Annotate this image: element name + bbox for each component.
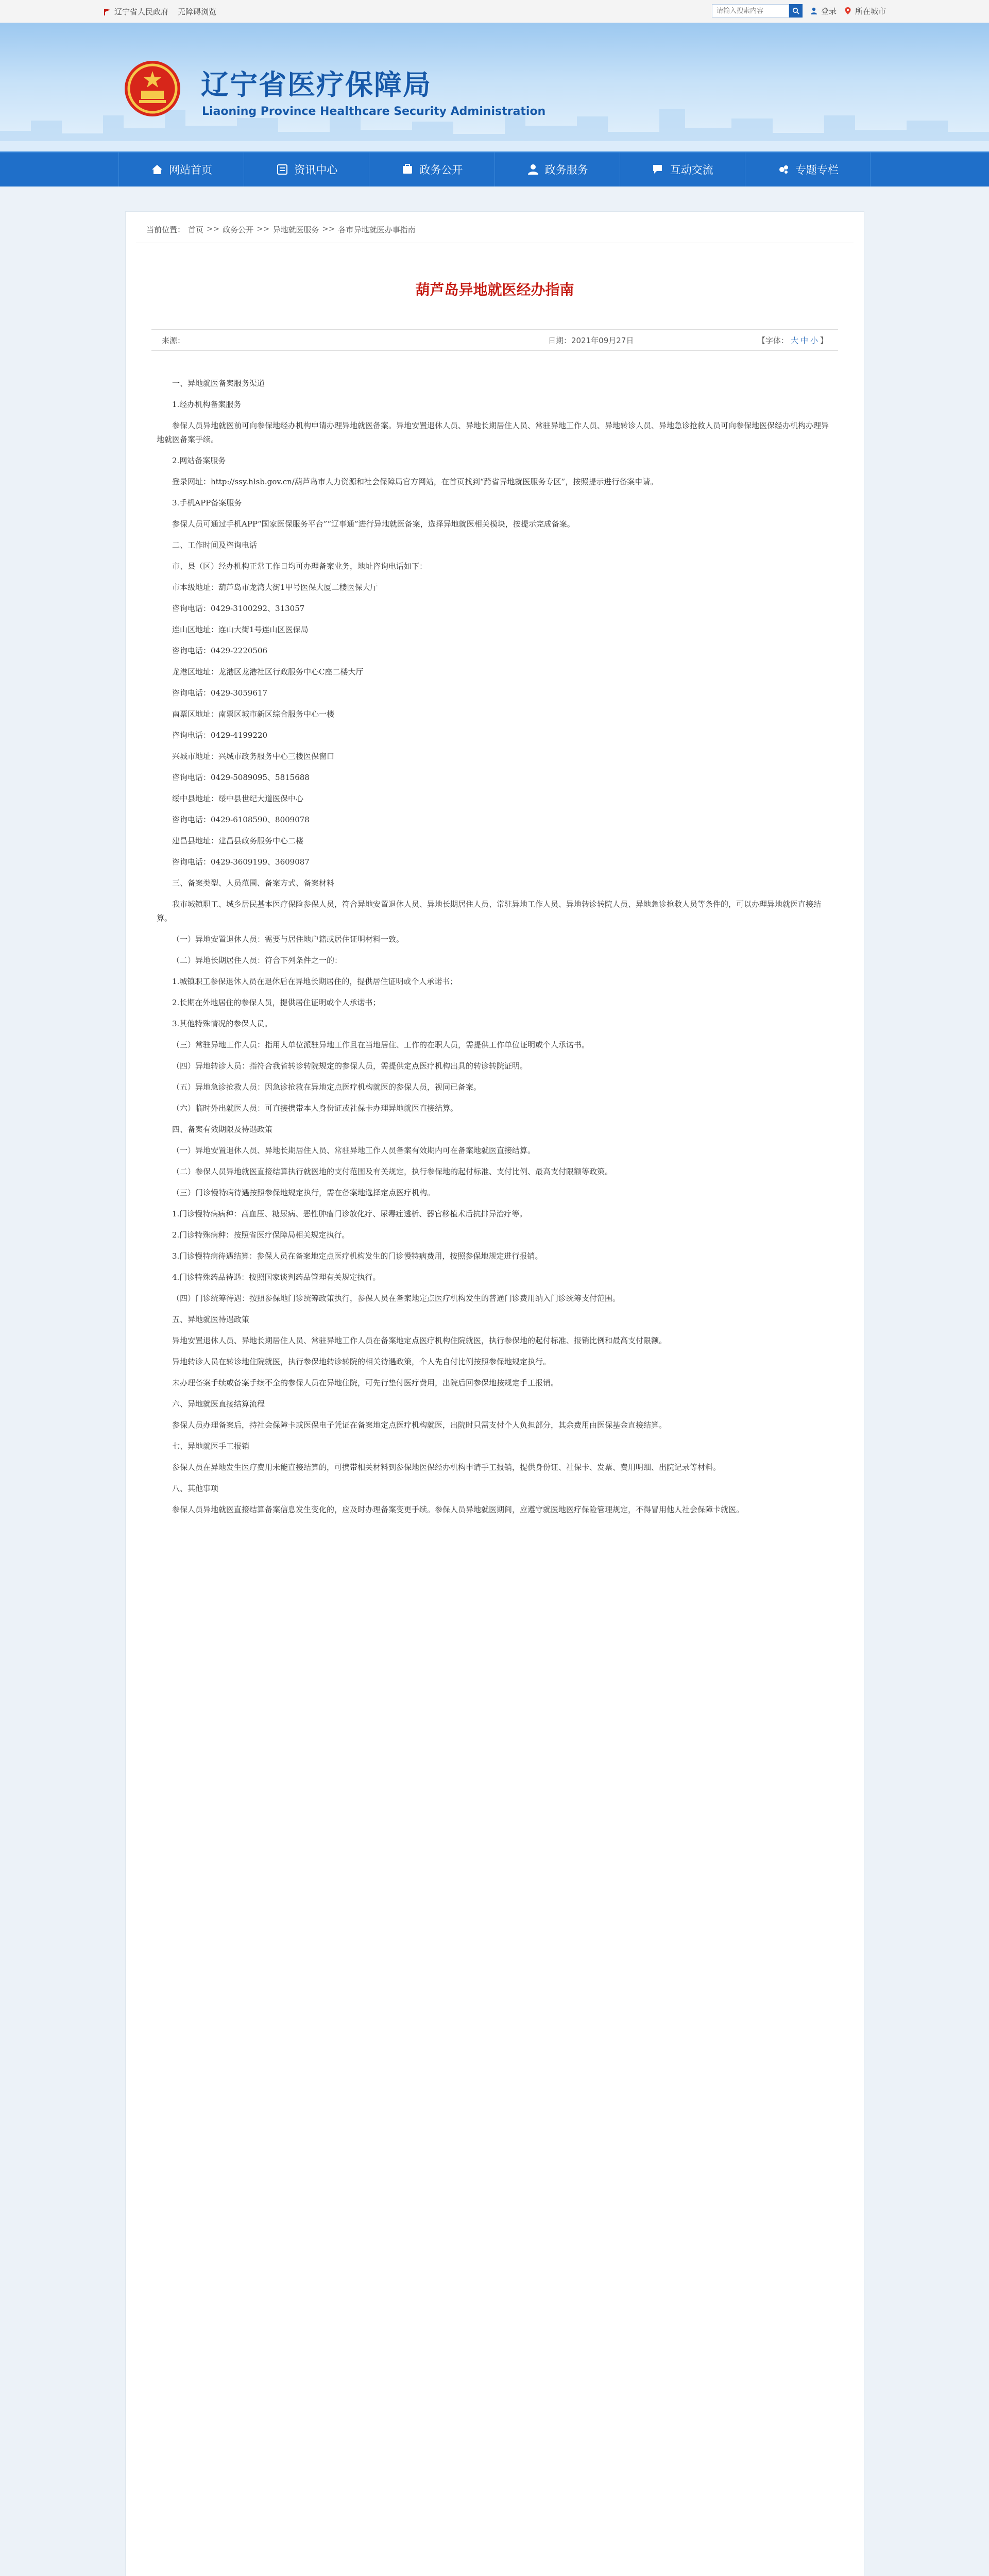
region-link[interactable]: 所在城市	[844, 6, 886, 16]
article-paragraph: 2.长期在外地居住的参保人员，提供居住证明或个人承诺书；	[172, 998, 381, 1007]
article-source: 来源：	[162, 336, 185, 345]
article-date: 日期：2021年09月27日	[548, 336, 634, 345]
font-size-switcher: 【字体： 大 中 小 】	[757, 336, 828, 345]
site-header	[0, 23, 989, 151]
article-paragraph: 1.城镇职工参保退休人员在退休后在异地长期居住的，提供居住证明或个人承诺书；	[172, 977, 458, 986]
article-paragraph: 我市城镇职工、城乡居民基本医疗保险参保人员，符合异地安置退休人员、异地长期居住人员、常驻异地工作人员、异地转诊转院人员、异地急诊抢救人员等条件的，可以办理异地就医直接结算。	[157, 900, 822, 923]
article-paragraph: 四、备案有效期限及待遇政策	[172, 1125, 273, 1134]
nav-item-openness[interactable]: 政务公开	[369, 152, 494, 187]
font-size-small[interactable]: 小	[810, 336, 818, 345]
article-paragraph: 五、异地就医待遇政策	[172, 1315, 250, 1324]
breadcrumb: 当前位置： 首页 >> 政务公开 >> 异地就医服务 >> 各市异地就医办事指南	[146, 224, 416, 234]
article-paragraph: 咨询电话：0429-3609199、3609087	[172, 857, 310, 867]
article-paragraph: （二）异地长期居住人员：符合下列条件之一的：	[172, 956, 343, 965]
service-icon	[526, 163, 540, 176]
article-meta	[151, 329, 838, 351]
article-paragraph: 参保人员异地就医直接结算备案信息发生变化的，应及时办理备案变更手续。参保人员异地就医期间，应遵守就医地医疗保险管理规定，不得冒用他人社会保障卡就医。	[172, 1505, 744, 1514]
flag-icon	[103, 8, 111, 16]
article-paragraph: （五）异地急诊抢救人员：因急诊抢救在异地定点医疗机构就医的参保人员，视同已备案。	[172, 1082, 482, 1092]
site-title-english: Liaoning Province Healthcare Security Administration	[202, 105, 546, 118]
article-paragraph: 龙港区地址：龙港区龙港社区行政服务中心C座二楼大厅	[172, 667, 364, 676]
nav-item-service[interactable]: 政务服务	[495, 152, 620, 187]
article-paragraph: 咨询电话：0429-6108590、8009078	[172, 815, 310, 824]
article-paragraph: 参保人员办理备案后，持社会保障卡或医保电子凭证在备案地定点医疗机构就医，出院时只需支付个人负担部分，其余费用由医保基金直接结算。	[172, 1420, 667, 1430]
user-icon	[810, 7, 818, 15]
article-paragraph: 异地转诊人员在转诊地住院就医，执行参保地转诊转院的相关待遇政策，个人先自付比例按照参保地规定执行。	[172, 1357, 551, 1366]
article-paragraph: （二）参保人员异地就医直接结算执行就医地的支付范围及有关规定，执行参保地的起付标准、支付比例、最高支付限额等政策。	[172, 1167, 613, 1176]
main-navigation	[0, 151, 989, 187]
location-pin-icon	[844, 7, 852, 15]
article-paragraph: 连山区地址：连山大街1号连山区医保局	[172, 625, 309, 634]
article-paragraph: 1.门诊慢特病病种：高血压、糖尿病、恶性肿瘤门诊放化疗、尿毒症透析、器官移植术后抗排异治疗等。	[172, 1209, 527, 1218]
article-paragraph: （四）异地转诊人员：指符合我省转诊转院规定的参保人员，需提供定点医疗机构出具的转诊转院证明。	[172, 1061, 528, 1071]
site-title: 辽宁省医疗保障局	[201, 68, 432, 101]
breadcrumb-item-remote-medical[interactable]: 异地就医服务	[272, 225, 319, 234]
breadcrumb-item-guide[interactable]: 各市异地就医办事指南	[338, 225, 416, 234]
article-paragraph: 4.门诊特殊药品待遇：按照国家谈判药品管理有关规定执行。	[172, 1273, 381, 1282]
article-paragraph: 八、其他事项	[172, 1484, 219, 1493]
login-link[interactable]: 登录	[810, 6, 837, 16]
nav-item-topic[interactable]: 专题专栏	[745, 152, 871, 187]
topic-icon	[777, 163, 790, 176]
top-utility-bar	[0, 0, 989, 23]
article-paragraph: 2.门诊特殊病种：按照省医疗保障局相关规定执行。	[172, 1230, 350, 1240]
article-paragraph: 市、县（区）经办机构正常工作日均可办理备案业务，地址咨询电话如下：	[172, 562, 428, 571]
article-paragraph: 一、异地就医备案服务渠道	[172, 379, 265, 388]
article-paragraph: 参保人员在异地发生医疗费用未能直接结算的，可携带相关材料到参保地医保经办机构申请手工报销，提供身份证、社保卡、发票、费用明细、出院记录等材料。	[172, 1463, 721, 1472]
openness-icon	[401, 163, 414, 176]
article-paragraph: 南票区地址：南票区城市新区综合服务中心一楼	[172, 709, 335, 719]
home-icon	[150, 163, 164, 176]
article-paragraph: 七、异地就医手工报销	[172, 1442, 250, 1451]
article-paragraph: （四）门诊统筹待遇：按照参保地门诊统筹政策执行，参保人员在备案地定点医疗机构发生的普通门诊费用纳入门诊统筹支付范围。	[172, 1294, 621, 1303]
news-icon	[276, 163, 289, 176]
article-paragraph: （三）门诊慢特病待遇按照参保地规定执行，需在备案地选择定点医疗机构。	[172, 1188, 435, 1197]
article-title: 葫芦岛异地就医经办指南	[415, 281, 574, 298]
breadcrumb-item-openness[interactable]: 政务公开	[223, 225, 254, 234]
search-input[interactable]	[712, 4, 789, 18]
nav-item-home[interactable]: 网站首页	[118, 152, 244, 187]
article-paragraph: 咨询电话：0429-5089095、5815688	[172, 773, 310, 782]
national-emblem-logo	[124, 60, 181, 117]
article-paragraph: 3.其他特殊情况的参保人员。	[172, 1019, 272, 1028]
article-paragraph: 咨询电话：0429-3059617	[172, 688, 268, 698]
article-paragraph: 兴城市地址：兴城市政务服务中心三楼医保窗口	[172, 752, 335, 761]
font-size-medium[interactable]: 中	[800, 336, 808, 345]
article-paragraph: 未办理备案手续或备案手续不全的参保人员在异地住院，可先行垫付医疗费用，出院后回参保地按规定手工报销。	[172, 1378, 559, 1387]
article-paragraph: 3.门诊慢特病待遇结算：参保人员在备案地定点医疗机构发生的门诊慢特病费用，按照参保地规定进行报销。	[172, 1251, 543, 1261]
article-paragraph: 二、工作时间及咨询电话	[172, 540, 258, 550]
article-paragraph: 咨询电话：0429-3100292、313057	[172, 604, 305, 613]
article-paragraph: 异地安置退休人员、异地长期居住人员、常驻异地工作人员在备案地定点医疗机构住院就医，执行参保地的起付标准、报销比例和最高支付限额。	[172, 1336, 667, 1345]
search-icon	[792, 7, 799, 14]
article-paragraph: 建昌县地址：建昌县政务服务中心二楼	[172, 836, 304, 845]
article-paragraph: 参保人员可通过手机APP“国家医保服务平台”“辽事通”进行异地就医备案，选择异地就医相关模块，按提示完成备案。	[172, 519, 575, 529]
article-paragraph: 咨询电话：0429-4199220	[172, 731, 268, 740]
interaction-icon	[652, 163, 665, 176]
article-paragraph: 绥中县地址：绥中县世纪大道医保中心	[172, 794, 304, 803]
nav-item-news[interactable]: 资讯中心	[244, 152, 369, 187]
nav-item-interaction[interactable]: 互动交流	[620, 152, 745, 187]
article-paragraph: （三）常驻异地工作人员：指用人单位派驻异地工作且在当地居住、工作的在职人员，需提供工作单位证明或个人承诺书。	[172, 1040, 590, 1049]
article-paragraph: 1.经办机构备案服务	[172, 400, 242, 409]
article-paragraph: 登录网址：http://ssy.hlsb.gov.cn/葫芦岛市人力资源和社会保障局官方网站，在首页找到“跨省异地就医服务专区”，按照提示进行备案申请。	[172, 477, 658, 486]
article-paragraph: 六、异地就医直接结算流程	[172, 1399, 265, 1409]
article-paragraph: （六）临时外出就医人员：可直接携带本人身份证或社保卡办理异地就医直接结算。	[172, 1104, 458, 1113]
article-paragraph: （一）异地安置退休人员、异地长期居住人员、常驻异地工作人员备案有效期内可在备案地就医直接结算。	[172, 1146, 536, 1155]
article-paragraph: 咨询电话：0429-2220506	[172, 646, 268, 655]
breadcrumb-item-home[interactable]: 首页	[188, 225, 204, 234]
article-paragraph: 2.网站备案服务	[172, 456, 226, 465]
search-button[interactable]	[789, 4, 803, 18]
accessibility-link[interactable]: 无障碍浏览	[178, 7, 217, 16]
article-panel	[125, 211, 864, 2576]
article-paragraph: 三、备案类型、人员范围、备案方式、备案材料	[172, 878, 335, 888]
article-paragraph: 3.手机APP备案服务	[172, 498, 242, 507]
font-size-large[interactable]: 大	[790, 336, 798, 345]
gov-link[interactable]: 辽宁省人民政府	[103, 6, 168, 17]
article-paragraph: 参保人员异地就医前可向参保地经办机构申请办理异地就医备案。异地安置退休人员、异地长期居住人员、常驻异地工作人员、异地转诊人员、异地急诊抢救人员可向参保地医保经办机构办理异地就医备案手续。	[157, 421, 829, 444]
article-body	[157, 377, 833, 1524]
article-paragraph: （一）异地安置退休人员：需要与居住地户籍或居住证明材料一致。	[172, 935, 404, 944]
article-paragraph: 市本级地址：葫芦岛市龙湾大街1甲号医保大厦二楼医保大厅	[172, 583, 378, 592]
